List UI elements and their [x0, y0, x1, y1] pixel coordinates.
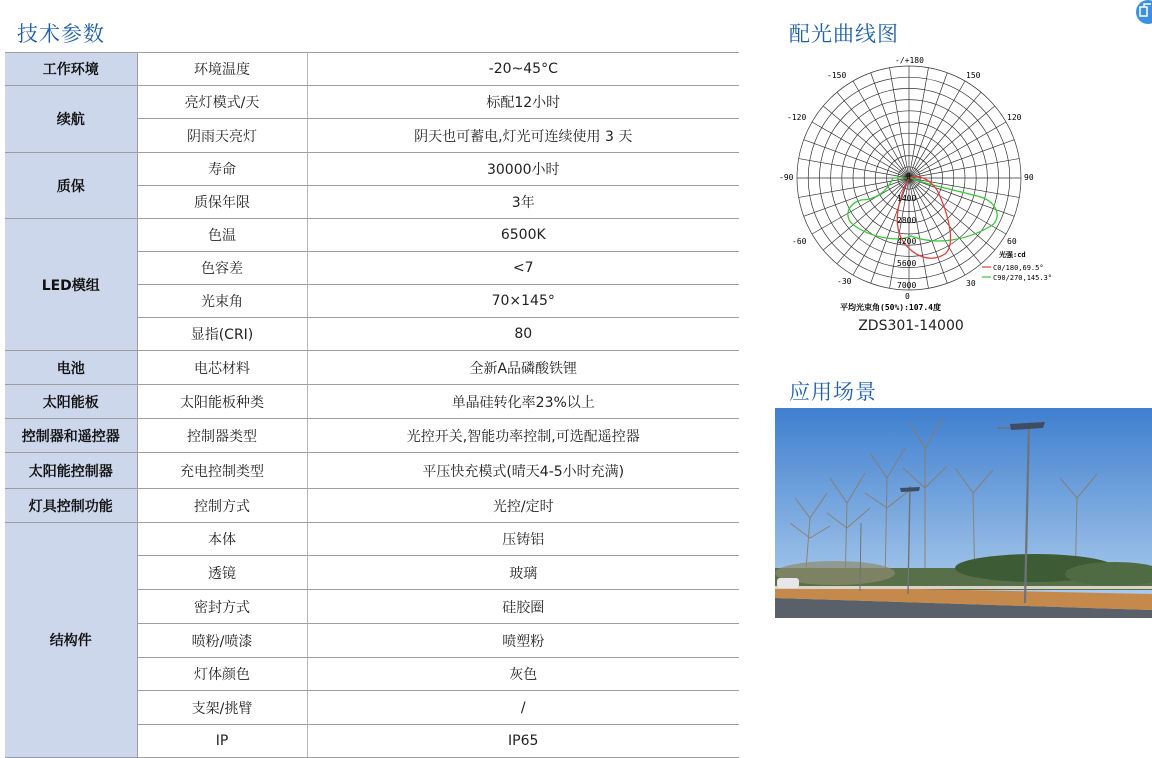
scene-section-title: 应用场景: [789, 380, 877, 404]
ring-label: 5600: [897, 259, 917, 268]
ring-label: 4200: [897, 237, 917, 246]
item-cell: 环境温度: [137, 53, 307, 86]
item-cell: 支架/挑臂: [137, 691, 307, 725]
category-cell: LED模组: [5, 219, 137, 351]
category-cell: 控制器和遥控器: [5, 419, 137, 453]
value-cell: 硅胶圈: [307, 590, 739, 624]
item-cell: 充电控制类型: [137, 453, 307, 489]
angle-label: -/+180: [895, 56, 924, 65]
angle-label: 90: [1024, 173, 1034, 182]
ring-label: 2800: [897, 216, 917, 225]
value-cell: 压铸铝: [307, 523, 739, 556]
ring-label: 1400: [897, 194, 917, 203]
polar-diagram-svg: [777, 50, 1077, 315]
value-cell: 6500K: [307, 219, 739, 252]
category-cell: 质保: [5, 153, 137, 219]
item-cell: 密封方式: [137, 590, 307, 624]
share-icon-glyph: [1136, 0, 1152, 24]
value-cell: 阴天也可蓄电,灯光可连续使用 3 天: [307, 119, 739, 153]
item-cell: 喷粉/喷漆: [137, 624, 307, 658]
value-cell: 30000小时: [307, 153, 739, 186]
item-cell: 亮灯模式/天: [137, 86, 307, 119]
table-row: [5, 53, 739, 86]
item-cell: 电芯材料: [137, 351, 307, 385]
unit-label: 光强:cd: [999, 251, 1026, 259]
model-label: ZDS301-14000: [858, 318, 964, 334]
center-label: 0: [906, 172, 911, 181]
angle-label: 0: [905, 292, 910, 301]
item-cell: 色温: [137, 219, 307, 252]
item-cell: 透镜: [137, 556, 307, 590]
item-cell: 阴雨天亮灯: [137, 119, 307, 153]
value-cell: 平压快充模式(晴天4-5小时充满): [307, 453, 739, 489]
table-row: [5, 453, 739, 489]
table-row: [5, 219, 739, 252]
value-cell: 单晶硅转化率23%以上: [307, 385, 739, 419]
category-cell: 灯具控制功能: [5, 489, 137, 523]
value-cell: 70×145°: [307, 285, 739, 318]
item-cell: 色容差: [137, 252, 307, 285]
value-cell: /: [307, 691, 739, 725]
table-row: [5, 419, 739, 453]
item-cell: IP: [137, 725, 307, 758]
item-cell: 本体: [137, 523, 307, 556]
curve-section-title: 配光曲线图: [789, 22, 899, 46]
angle-label: -90: [779, 173, 794, 182]
angle-label: 120: [1007, 113, 1022, 122]
value-cell: IP65: [307, 725, 739, 758]
category-cell: 太阳能控制器: [5, 453, 137, 489]
beam-angle-text: 平均光束角(50%):107.4度: [840, 303, 941, 312]
angle-label: -150: [827, 71, 847, 80]
polar-diagram: [777, 50, 1077, 315]
value-cell: 80: [307, 318, 739, 351]
category-cell: 结构件: [5, 523, 137, 758]
angle-label: -30: [837, 277, 852, 286]
angle-label: 150: [966, 71, 981, 80]
value-cell: 灰色: [307, 658, 739, 691]
share-icon[interactable]: [1136, 0, 1152, 24]
angle-label: 30: [966, 279, 976, 288]
angle-label: -120: [787, 113, 807, 122]
table-row: [5, 86, 739, 119]
value-cell: <7: [307, 252, 739, 285]
c90-curve: [848, 178, 997, 241]
item-cell: 寿命: [137, 153, 307, 186]
item-cell: 控制器类型: [137, 419, 307, 453]
item-cell: 太阳能板种类: [137, 385, 307, 419]
item-cell: 光束角: [137, 285, 307, 318]
legend-c90-label: C90/270,145.3°: [993, 274, 1053, 282]
value-cell: -20~45°C: [307, 53, 739, 86]
application-scene-image: [775, 408, 1152, 618]
spec-section-title: 技术参数: [17, 22, 105, 46]
angle-label: -60: [792, 237, 807, 246]
value-cell: 玻璃: [307, 556, 739, 590]
value-cell: 光控/定时: [307, 489, 739, 523]
item-cell: 显指(CRI): [137, 318, 307, 351]
value-cell: 光控开关,智能功率控制,可选配遥控器: [307, 419, 739, 453]
table-row: [5, 523, 739, 556]
value-cell: 喷塑粉: [307, 624, 739, 658]
value-cell: 全新A品磷酸铁锂: [307, 351, 739, 385]
spec-table: [5, 52, 739, 758]
table-row: [5, 489, 739, 523]
legend-c0-label: C0/180,69.5°: [993, 264, 1044, 272]
value-cell: 3年: [307, 186, 739, 219]
item-cell: 控制方式: [137, 489, 307, 523]
category-cell: 电池: [5, 351, 137, 385]
table-row: [5, 351, 739, 385]
category-cell: 太阳能板: [5, 385, 137, 419]
value-cell: 标配12小时: [307, 86, 739, 119]
item-cell: 质保年限: [137, 186, 307, 219]
item-cell: 灯体颜色: [137, 658, 307, 691]
scene-illustration: [775, 408, 1152, 618]
ring-label: 7000: [897, 281, 917, 290]
category-cell: 续航: [5, 86, 137, 153]
table-row: [5, 153, 739, 186]
category-cell: 工作环境: [5, 53, 137, 86]
angle-label: 60: [1007, 237, 1017, 246]
table-row: [5, 385, 739, 419]
